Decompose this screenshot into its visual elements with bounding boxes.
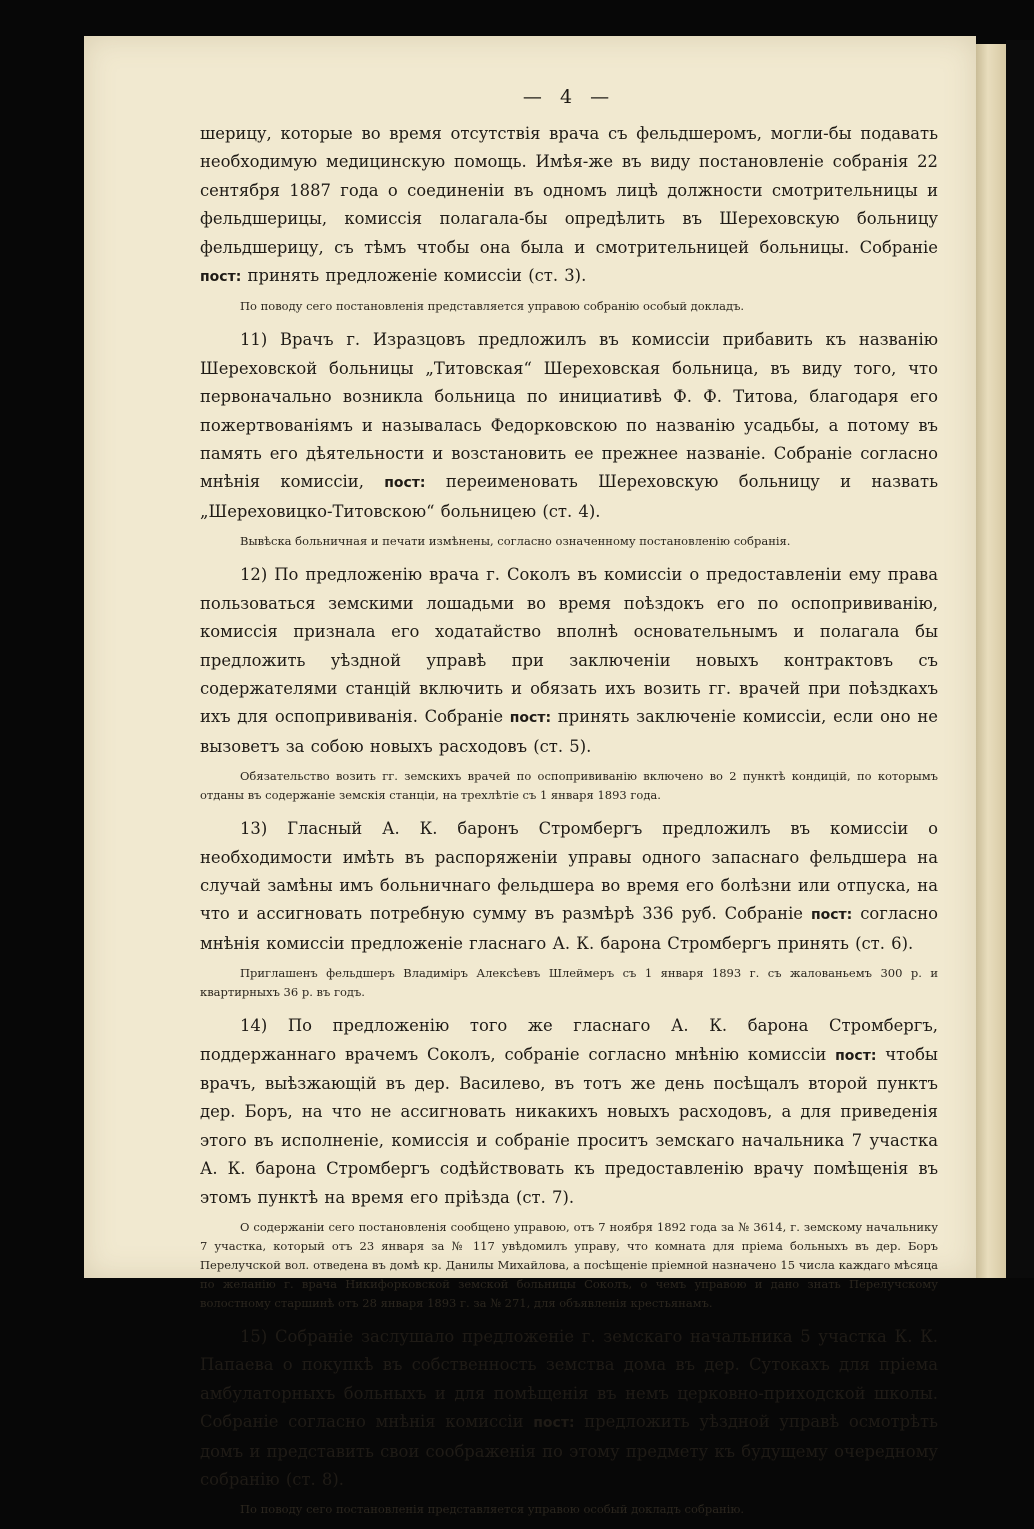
note-13: Приглашенъ фельдшеръ Владиміръ Алексѣевъ Шлеймеръ съ 1 января 1893 г. съ жалованьемъ 300 р. и квартирныхъ 36 р. въ годъ. bbox=[200, 966, 938, 1000]
paragraph-11: 11) Врачъ г. Изразцовъ предложилъ въ комиссіи прибавить къ названію Шереховской больницы „Титовская“ Шереховская больница, въ виду того, что первоначально возникла больница по инициативѣ Ф. Ф. Титова, благодаря его пожертвованіямъ и называлась Федорковскою по названію усадьбы, а потому въ память его дѣятельности и возстановить ее прежнее названіе. Собраніе согласно мнѣнія комиссіи, пост: переименовать Шереховскую больницу и назвать „Шереховицко-Титовскою“ больницею (ст. 4). bbox=[200, 330, 938, 521]
paragraph-12: 12) По предложенію врача г. Соколъ въ комиссіи о предоставленіи ему права пользоваться земскими лошадьми во время поѣздокъ его по оспопрививанію, комиссія признала его ходатайство вполнѣ основательнымъ и полагала бы предложить уѣздной управѣ при заключеніи новыхъ контрактовъ съ содержателями станцій включить и обязать ихъ возить гг. врачей при поѣздкахъ ихъ для оспопрививанія. Собраніе пост: принять заключеніе комиссіи, если оно не вызоветъ за собою новыхъ расходовъ (ст. 5). bbox=[200, 565, 938, 756]
note-15: По поводу сего постановленія представляется управою особый докладъ собранію. bbox=[240, 1502, 745, 1517]
scan-border bbox=[1006, 40, 1034, 1278]
page-number: — 4 — bbox=[522, 86, 616, 108]
note-10: По поводу сего постановленія представляется управою собранію особый докладъ. bbox=[240, 299, 745, 314]
paragraph-15: 15) Собраніе заслушало предложеніе г. земскаго начальника 5 участка К. К. Папаева о покупкѣ въ собственность земства дома въ дер. Сутокахъ для пріема амбулаторныхъ больныхъ и для помѣщенія въ немъ церковно-приходской школы. Собраніе согласно мнѣнія комиссіи пост: предложить уѣздной управѣ осмотрѣть домъ и представить свои соображенія по этому предмету къ будущему очередному собранію (ст. 8). bbox=[200, 1327, 938, 1490]
paragraph-13: 13) Гласный А. К. баронъ Стромбергъ предложилъ въ комиссіи о необходимости имѣть въ распоряженіи управы одного запаснаго фельдшера на случай замѣны имъ больничнаго фельдшера во время его болѣзни или отпуска, на что и ассигновать потребную сумму въ размѣрѣ 336 руб. Собраніе пост: согласно мнѣнія комиссіи предложеніе гласнаго А. К. барона Стромбергъ принять (ст. 6). bbox=[200, 819, 938, 953]
page-text bbox=[200, 86, 938, 1529]
page-edge bbox=[976, 44, 1006, 1278]
note-12: Обязательство возить гг. земскихъ врачей по оспопрививанію включено во 2 пунктѣ кондицій, по которымъ отданы въ содержаніе земскія станціи, на трехлѣтіе съ 1 января 1893 года. bbox=[200, 769, 938, 803]
note-11: Вывѣска больничная и печати измѣнены, согласно означенному постановленію собранія. bbox=[240, 534, 791, 549]
note-14: О содержаніи сего постановленія сообщено управою, отъ 7 ноября 1892 года за № 3614, г. земскому начальнику 7 участка, который отъ 23 января за № 117 увѣдомилъ управу, что комната для пріема больныхъ въ дер. Боръ Перелучской вол. отведена въ домѣ кр. Данилы Михайлова, а посѣщеніе пріемной назначено 15 числа каждаго мѣсяца по желанію г. врача Никифорковской земской больницы Соколъ, о чемъ управою и дано знать Перелучскому волостному старшинѣ отъ 28 января 1893 г. за № 271, для объявленія крестьянамъ. bbox=[200, 1220, 938, 1310]
paragraph-10-continued: шерицу, которые во время отсутствія врача съ фельдшеромъ, могли-бы подавать необходимую медицинскую помощь. Имѣя-же въ виду постановленіе собранія 22 сентября 1887 года о соединеніи въ одномъ лицѣ должности смотрительницы и фельдшерицы, комиссія полагала-бы опредѣлить въ Шереховскую больницу фельдшерицу, съ тѣмъ чтобы она была и смотрительницей больницы. Собраніе пост: принять предложеніе комиссіи (ст. 3). bbox=[200, 124, 938, 286]
paragraph-14: 14) По предложенію того же гласнаго А. К. барона Стромбергъ, поддержаннаго врачемъ Соколъ, собраніе согласно мнѣнію комиссіи пост: чтобы врачъ, выѣзжающій въ дер. Василево, въ тотъ же день посѣщалъ второй пунктъ дер. Боръ, на что не ассигновать никакихъ новыхъ расходовъ, а для приведенія этого въ исполненіе, комиссія и собраніе проситъ земскаго начальника 7 участка А. К. барона Стромбергъ содѣйствовать къ предоставленію врачу помѣщенія въ этомъ пунктѣ на время его пріѣзда (ст. 7). bbox=[200, 1016, 938, 1207]
